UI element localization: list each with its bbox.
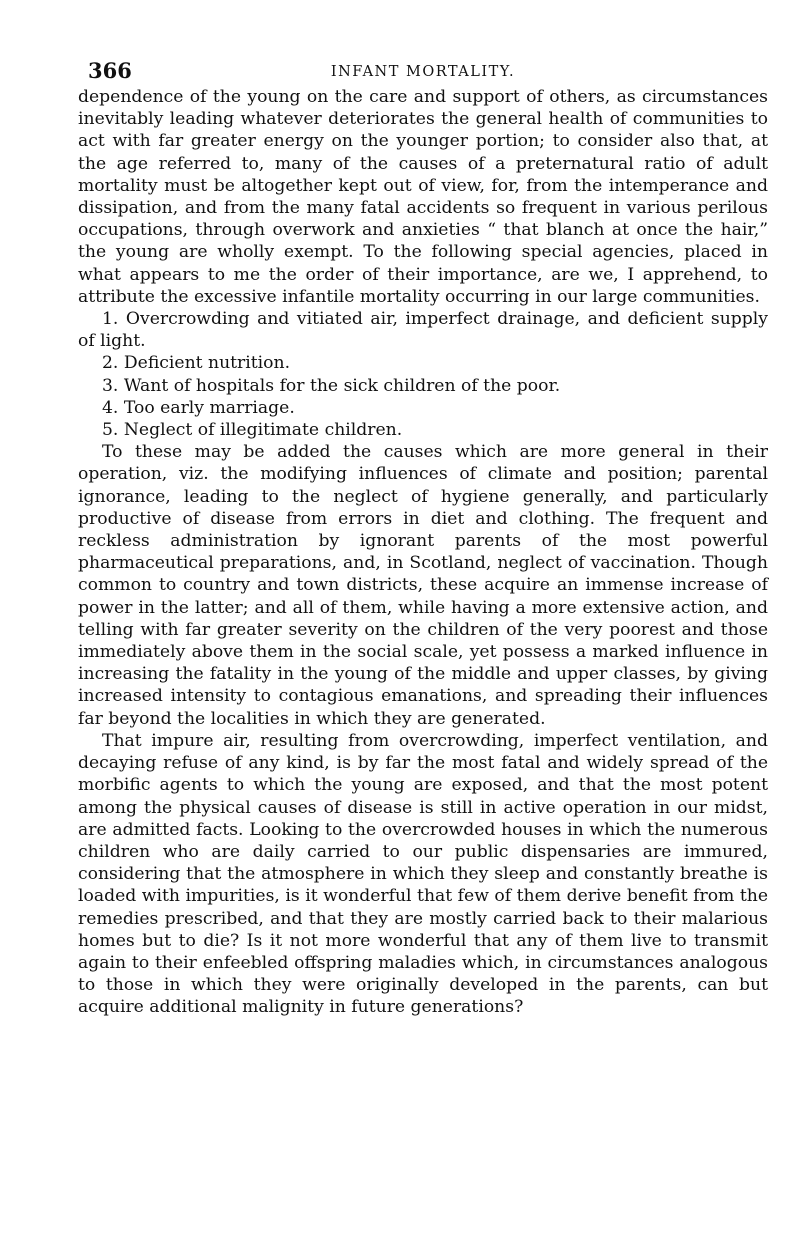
page-number: 366	[88, 58, 132, 83]
list-item-nutrition: 2. Deficient nutrition.	[102, 353, 291, 374]
page-header	[78, 52, 768, 86]
running-title: INFANT MORTALITY.	[330, 64, 516, 80]
paragraph-impure-air: That impure air, resulting from overcrowding, imperfect ventilation, and decaying refuse of any kind, is by far the most fatal and widely spread of the morbific agents to which the young are exposed, and that the most potent among the physical causes of disease is still in active operation in our midst, are admitted facts. Looking to the overcrowded houses in which the numerous children who are daily carried to our public dispensaries are immured, considering that the atmosphere in which they sleep and constantly breathe is loaded with impurities, is it wonderful that few of them derive benefit from the remedies prescribed, and that they are mostly carried back to their malarious homes but to die? Is it not more wonderful that any of them live to transmit again to their enfeebled offspring maladies which, in circumstances analogous to those in which they were originally developed in the parents, can but acquire additional malignity in future generations?	[78, 730, 768, 1018]
list-item-overcrowding: 1. Overcrowding and vitiated air, imperfect drainage, and deficient supply of light.	[78, 309, 768, 352]
paragraph-general-causes: To these may be added the causes which are more general in their operation, viz. the modifying influences of climate and position; parental ignorance, leading to the neglect of hygiene generally, and particularly productive of disease from errors in diet and clothing. The frequent and reckless administration by ignorant parents of the most powerful pharmaceutical preparations, and, in Scotland, neglect of vaccination. Though common to country and town districts, these acquire an immense increase of power in the latter; and all of them, while having a more extensive action, and telling with far greater severity on the children of the very poorest and those immediately above them in the social scale, yet possess a marked influence in increasing the fatality in the young of the middle and upper classes, by giving increased intensity to contagious emanations, and spreading their influences far beyond the localities in which they are generated.	[78, 442, 768, 729]
paragraph-continuation: dependence of the young on the care and support of others, as circumstances inevitably leading whatever deteriorates the general health of communities to act with far greater energy on the younger portion; to consider also that, at the age referred to, many of the causes of a preternatural ratio of adult mortality must be altogether kept out of view, for, from the intemperance and dissipation, and from the many fatal accidents so frequent in various perilous occupations, through overwork and anxieties “ that blanch at once the hair,” the young are wholly exempt. To the following special agencies, placed in what appears to me the order of their importance, are we, I apprehend, to attribute the excessive infantile mortality occurring in our large communities.	[78, 87, 768, 307]
body-text	[78, 86, 768, 1019]
list-item-hospitals: 3. Want of hospitals for the sick children of the poor.	[102, 375, 561, 396]
list-item-illegitimate: 5. Neglect of illegitimate children.	[102, 420, 403, 441]
list-item-marriage: 4. Too early marriage.	[102, 397, 295, 418]
book-page	[78, 52, 768, 1019]
